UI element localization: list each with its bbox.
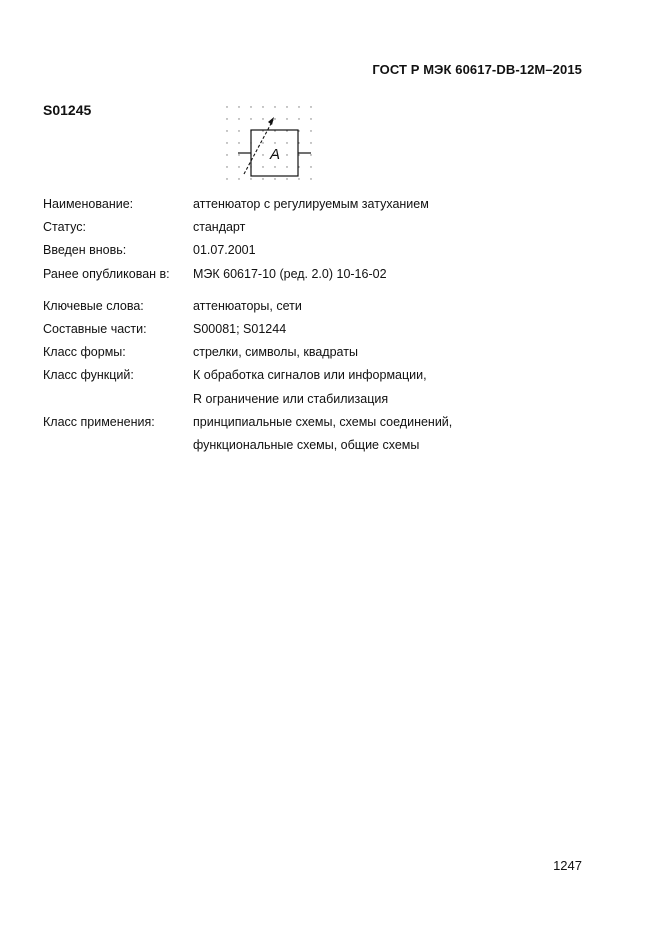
field-row-form bbox=[43, 343, 603, 366]
grid-dot bbox=[274, 178, 275, 179]
grid-dot bbox=[226, 106, 227, 107]
grid-dot bbox=[226, 118, 227, 119]
grid-dot bbox=[262, 106, 263, 107]
grid-dot bbox=[298, 178, 299, 179]
grid-dot bbox=[274, 166, 275, 167]
grid-dot bbox=[286, 178, 287, 179]
grid-dot bbox=[262, 142, 263, 143]
field-label: Статус: bbox=[43, 220, 86, 235]
field-row-name bbox=[43, 195, 603, 218]
grid-dot bbox=[250, 178, 251, 179]
field-value: R ограничение или стабилизация bbox=[193, 391, 389, 406]
field-value: стрелки, символы, квадраты bbox=[193, 345, 358, 360]
field-value: аттенюатор с регулируемым затуханием bbox=[193, 197, 429, 211]
field-label: Наименование: bbox=[43, 197, 134, 211]
grid-dot bbox=[310, 106, 311, 107]
grid-dot bbox=[262, 154, 263, 155]
grid-dot bbox=[238, 106, 239, 107]
field-label: Класс функций: bbox=[43, 368, 134, 383]
grid-dot bbox=[226, 166, 227, 167]
grid-dot bbox=[286, 106, 287, 107]
field-label: Ключевые слова: bbox=[43, 298, 144, 313]
grid-dot bbox=[226, 154, 227, 155]
field-value: МЭК 60617-10 (ред. 2.0) 10-16-02 bbox=[193, 266, 387, 281]
grid-dot bbox=[226, 178, 227, 179]
symbol-code: S01245 bbox=[43, 102, 92, 118]
grid-dot bbox=[250, 118, 251, 119]
field-row-parts bbox=[43, 320, 603, 343]
grid-dot bbox=[238, 130, 239, 131]
grid-dot bbox=[226, 142, 227, 143]
grid-dot bbox=[298, 118, 299, 119]
grid-dot bbox=[274, 142, 275, 143]
grid-dot bbox=[286, 166, 287, 167]
field-label: Составные части: bbox=[43, 321, 147, 336]
field-label: Класс применения: bbox=[43, 414, 155, 429]
grid-dot bbox=[238, 118, 239, 119]
field-row-application bbox=[43, 413, 603, 436]
field-row-function-cont bbox=[43, 390, 603, 413]
grid-dot bbox=[310, 118, 311, 119]
field-row-status bbox=[43, 218, 603, 241]
grid-dot bbox=[310, 142, 311, 143]
grid-dot bbox=[274, 106, 275, 107]
field-label: Класс формы: bbox=[43, 345, 126, 360]
grid-dot bbox=[310, 166, 311, 167]
field-value: К обработка сигналов или информации, bbox=[193, 368, 427, 383]
grid-dot bbox=[262, 118, 263, 119]
grid-dot bbox=[238, 142, 239, 143]
field-label: Введен вновь: bbox=[43, 243, 127, 258]
field-value: S00081; S01244 bbox=[193, 321, 287, 336]
grid-dot bbox=[310, 178, 311, 179]
grid-dot bbox=[286, 142, 287, 143]
field-value: функциональные схемы, общие схемы bbox=[193, 437, 420, 452]
grid-dot bbox=[286, 118, 287, 119]
page-number: 1247 bbox=[553, 858, 582, 873]
grid-dot bbox=[262, 178, 263, 179]
field-row-application-cont bbox=[43, 436, 603, 459]
attenuator-symbol-icon bbox=[224, 104, 324, 192]
symbol-arrowhead bbox=[268, 117, 274, 125]
grid-dot bbox=[250, 106, 251, 107]
grid-dot bbox=[298, 106, 299, 107]
symbol-adjust-arrow bbox=[244, 120, 273, 174]
field-row-keywords bbox=[43, 297, 603, 320]
field-row-function bbox=[43, 366, 603, 389]
grid-dot bbox=[238, 166, 239, 167]
field-row-introduced bbox=[43, 241, 603, 264]
document-header: ГОСТ Р МЭК 60617-DB-12M–2015 bbox=[372, 62, 582, 77]
grid-dot bbox=[310, 154, 311, 155]
grid-dot bbox=[262, 166, 263, 167]
grid-dot bbox=[310, 130, 311, 131]
grid-dot bbox=[238, 178, 239, 179]
field-value: стандарт bbox=[193, 220, 246, 235]
field-value: аттенюаторы, сети bbox=[193, 298, 302, 313]
field-value: принципиальные схемы, схемы соединений, bbox=[193, 414, 453, 429]
field-label: Ранее опубликован в: bbox=[43, 266, 170, 281]
grid-dot bbox=[286, 154, 287, 155]
grid-dot bbox=[226, 130, 227, 131]
field-row-published bbox=[43, 265, 603, 288]
field-value: 01.07.2001 bbox=[193, 243, 256, 258]
attribute-list bbox=[43, 195, 603, 459]
symbol-letter: A bbox=[269, 146, 281, 163]
grid-dot bbox=[238, 154, 239, 155]
grid-dot bbox=[274, 118, 275, 119]
